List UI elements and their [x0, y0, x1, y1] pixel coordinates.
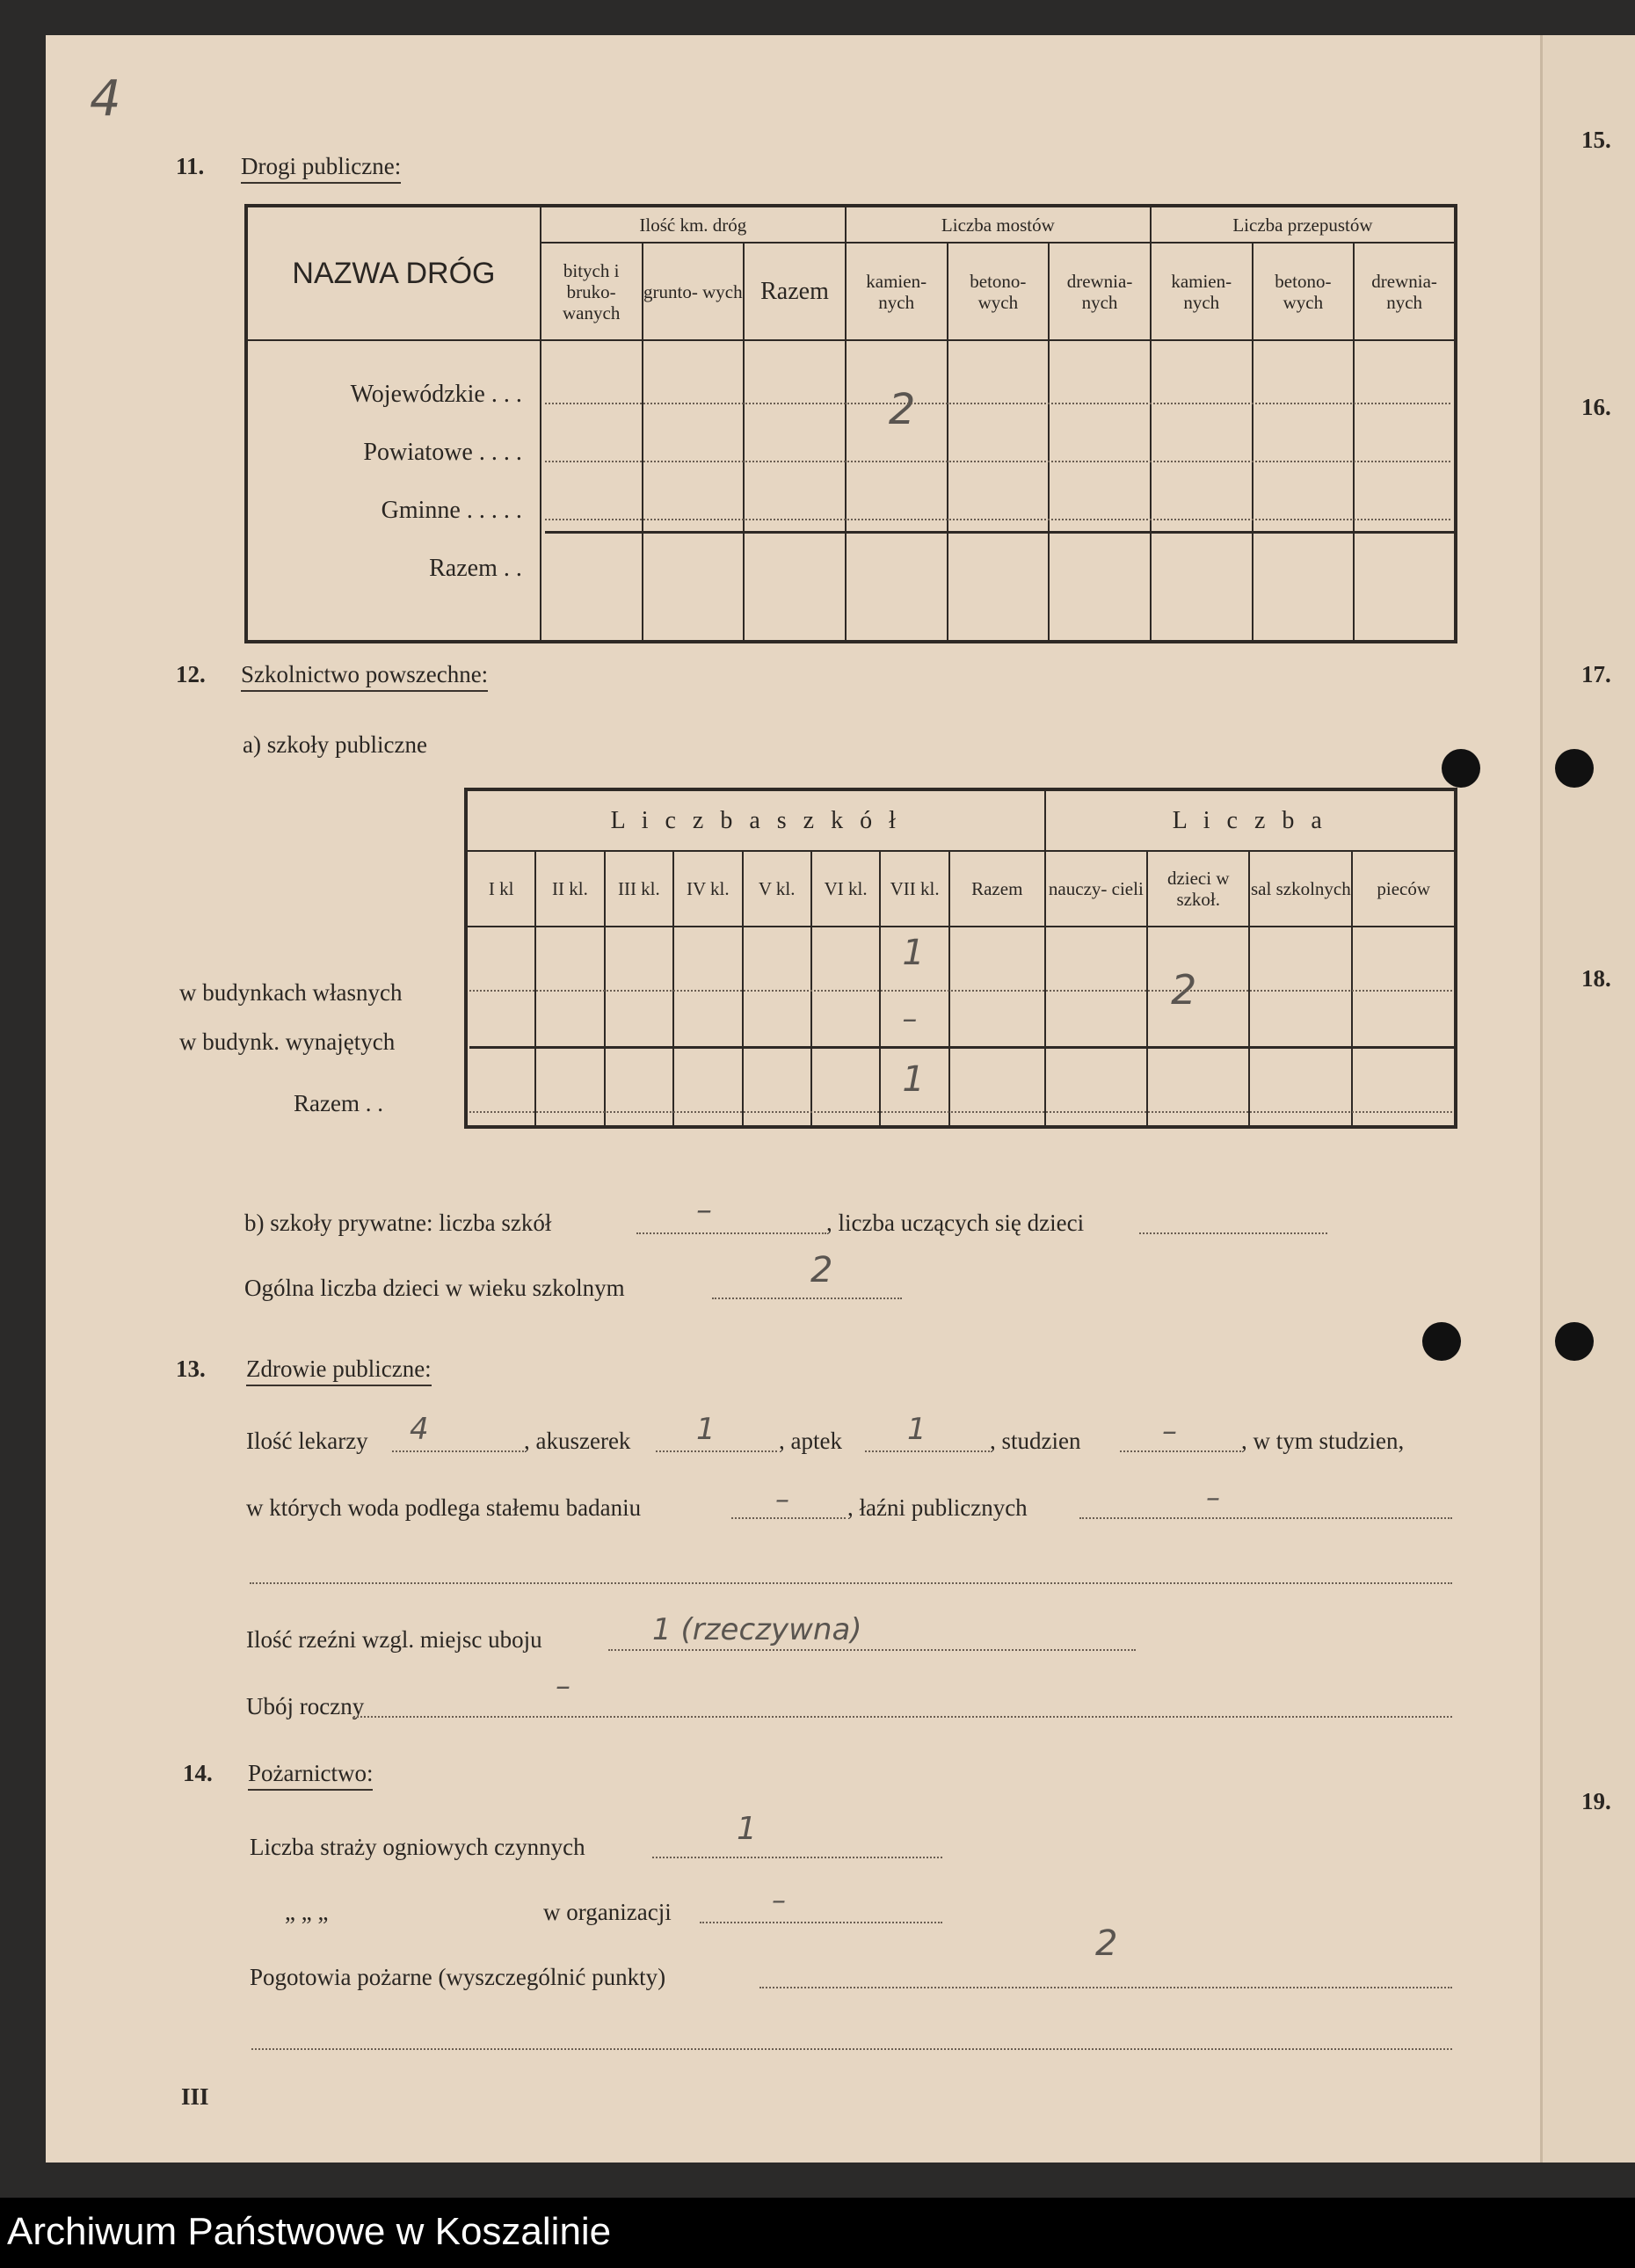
side-number-18: 18.	[1581, 965, 1611, 992]
row-razem: Razem . .	[429, 555, 522, 583]
tested-water-value: –	[775, 1482, 789, 1516]
col-culverts-concrete: betono- wych	[1253, 243, 1355, 340]
rule	[545, 531, 1456, 534]
col-bridges-concrete: betono- wych	[948, 243, 1050, 340]
baths-line	[1079, 1517, 1452, 1519]
next-page-edge	[1540, 35, 1635, 2163]
punch-hole	[1555, 749, 1594, 788]
midwives-value: 1	[696, 1412, 716, 1447]
rule	[545, 461, 1450, 462]
row-powiatowe: Powiatowe . . . .	[363, 439, 522, 467]
baths-value: –	[1206, 1480, 1220, 1514]
punch-hole	[1555, 1322, 1594, 1361]
doctors-line	[392, 1450, 524, 1452]
col-nauczycieli: nauczy- cieli	[1045, 851, 1148, 927]
col-ii-kl: II kl.	[535, 851, 604, 927]
roads-bridges-header: Liczba mostów	[846, 206, 1151, 243]
side-number-16: 16.	[1581, 394, 1611, 420]
section-14-number: 14.	[183, 1760, 213, 1786]
vii-row3-value: 1	[902, 1059, 925, 1100]
roads-km-header: Ilość km. dróg	[541, 206, 846, 243]
tested-water-line	[731, 1517, 846, 1519]
punch-hole	[1422, 1322, 1461, 1361]
fire-brigades-value: 1	[737, 1811, 757, 1847]
col-razem: Razem	[744, 243, 846, 340]
row-gminne: Gminne . . . . .	[381, 497, 522, 525]
col-bridges-wood: drewnia- nych	[1049, 243, 1151, 340]
col-i-kl: I kl	[466, 851, 535, 927]
col-culverts-wood: drewnia- nych	[1354, 243, 1456, 340]
wells-line	[1120, 1450, 1241, 1452]
fire-readiness-value: 2	[1095, 1923, 1118, 1964]
slaughter-line	[608, 1649, 1136, 1651]
col-gruntowych: grunto- wych	[643, 243, 745, 340]
pharmacies-label: , aptek	[779, 1428, 842, 1454]
ditto-marks: „ „ „	[285, 1899, 329, 1925]
annual-slaughter-line	[353, 1716, 1452, 1718]
private-schools-label: b) szkoły prywatne: liczba szkół	[244, 1210, 552, 1236]
baths-label: , łaźni publicznych	[847, 1494, 1028, 1521]
private-children-label: , liczba uczących się dzieci	[826, 1210, 1085, 1236]
tested-water-label: w których woda podlega stałemu badaniu	[246, 1494, 642, 1521]
schools-table	[464, 788, 1457, 1129]
annual-slaughter-label: Ubój roczny	[246, 1693, 365, 1719]
bridges-stone-value: 2	[888, 385, 916, 435]
col-bitych: bitych i bruko- wanych	[541, 243, 643, 340]
corner-note: 4	[90, 70, 121, 127]
section-12-number: 12.	[176, 661, 206, 687]
col-razem: Razem	[949, 851, 1045, 927]
midwives-label: , akuszerek	[524, 1428, 631, 1454]
col-v-kl: V kl.	[743, 851, 811, 927]
slaughter-label: Ilość rzeźni wzgl. miejsc uboju	[246, 1626, 542, 1653]
wells-label: , studzien	[990, 1428, 1081, 1454]
section-13-number: 13.	[176, 1356, 206, 1382]
in-organization-label: w organizacji	[543, 1899, 672, 1925]
wells-tested-label: , w tym studzien,	[1241, 1428, 1405, 1454]
total-children-label: Ogólna liczba dzieci w wieku szkolnym	[244, 1275, 625, 1301]
fire-readiness-line	[759, 1987, 1452, 1988]
fire-readiness-label: Pogotowia pożarne (wyszczególnić punkty)	[250, 1964, 666, 1990]
side-number-19: 19.	[1581, 1788, 1611, 1814]
annual-slaughter-value: –	[556, 1668, 570, 1704]
counts-header: L i c z b a	[1045, 789, 1456, 851]
rule	[545, 519, 1450, 520]
rule	[469, 990, 1452, 992]
section-11-number: 11.	[176, 153, 205, 179]
roads-table	[244, 204, 1457, 643]
col-iii-kl: III kl.	[605, 851, 673, 927]
private-schools-value: –	[696, 1192, 712, 1228]
private-schools-line	[636, 1232, 826, 1234]
row-razem: Razem . .	[294, 1090, 383, 1116]
rule	[545, 403, 1450, 404]
public-schools-label: a) szkoły publiczne	[243, 731, 427, 758]
roads-culverts-header: Liczba przepustów	[1151, 206, 1456, 243]
section-13-title: Zdrowie publiczne:	[246, 1356, 432, 1386]
section-12-title: Szkolnictwo powszechne:	[241, 661, 488, 692]
pharmacies-line	[865, 1450, 990, 1452]
col-dzieci: dzieci w szkoł.	[1147, 851, 1249, 927]
doctors-label: Ilość lekarzy	[246, 1428, 368, 1454]
col-bridges-stone: kamien- nych	[846, 243, 948, 340]
row-wojewodzkie: Wojewódzkie . . .	[350, 381, 522, 409]
doctors-value: 4	[410, 1412, 429, 1447]
vii-row2-value: –	[902, 1001, 918, 1036]
in-organization-value: –	[772, 1883, 786, 1916]
row-own-buildings: w budynkach własnych	[179, 979, 403, 1006]
midwives-line	[656, 1450, 777, 1452]
page-number: III	[181, 2083, 209, 2110]
rule	[469, 1111, 1452, 1113]
schools-count-header: L i c z b a s z k ó ł	[466, 789, 1045, 851]
slaughter-value: 1 (rzeczywna)	[652, 1612, 862, 1647]
total-children-line	[712, 1298, 902, 1299]
section-11-title: Drogi publiczne:	[241, 153, 401, 184]
vii-row1-value: 1	[902, 933, 925, 973]
col-piecow: pieców	[1352, 851, 1456, 927]
private-children-line	[1139, 1232, 1327, 1234]
blank-line	[251, 2048, 1452, 2050]
archive-name: Archiwum Państwowe w Koszalinie	[7, 2210, 612, 2253]
row-rented-buildings: w budynk. wynajętych	[179, 1029, 396, 1055]
pharmacies-value: 1	[907, 1412, 926, 1447]
dzieci-row1-value: 2	[1171, 966, 1197, 1014]
punch-hole	[1442, 749, 1480, 788]
roads-name-header: NAZWA DRÓG	[246, 206, 541, 340]
col-iv-kl: IV kl.	[673, 851, 742, 927]
col-sal: sal szkolnych	[1249, 851, 1352, 927]
section-14-title: Pożarnictwo:	[248, 1760, 373, 1791]
side-number-15: 15.	[1581, 127, 1611, 153]
wells-value: –	[1162, 1414, 1177, 1449]
rule	[469, 1046, 1456, 1049]
total-children-value: 2	[810, 1250, 833, 1290]
fire-brigades-label: Liczba straży ogniowych czynnych	[250, 1834, 585, 1860]
blank-line	[250, 1582, 1452, 1584]
in-organization-line	[700, 1922, 942, 1923]
side-number-17: 17.	[1581, 661, 1611, 687]
form-page	[46, 35, 1540, 2163]
col-vii-kl: VII kl.	[880, 851, 949, 927]
col-vi-kl: VI kl.	[811, 851, 880, 927]
fire-brigades-line	[652, 1857, 942, 1858]
col-culverts-stone: kamien- nych	[1151, 243, 1253, 340]
archive-footer	[0, 2198, 1635, 2268]
